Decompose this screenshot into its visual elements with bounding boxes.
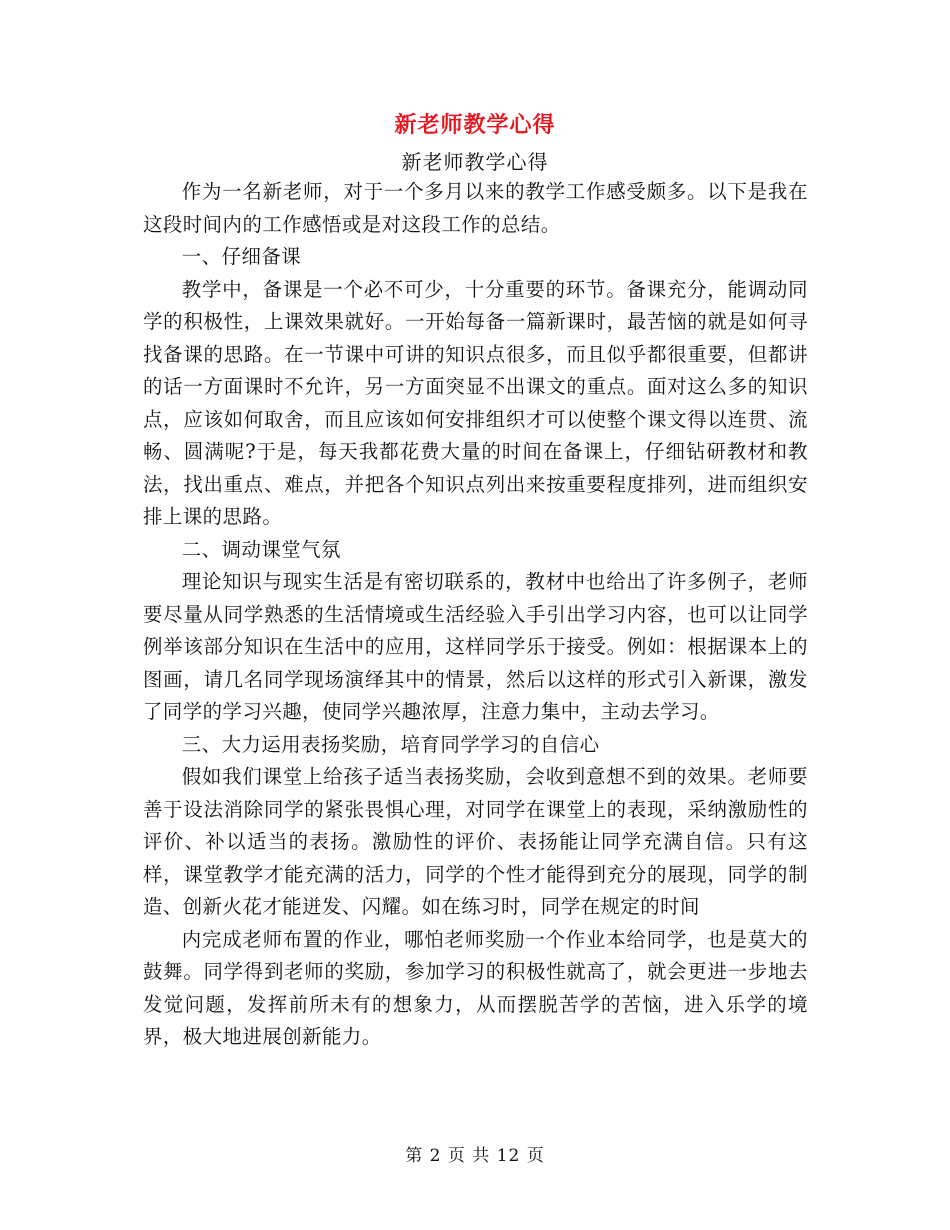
section-heading-1: 一、仔细备课 [181,245,302,268]
paragraph-section-3-continued: 内完成老师布置的作业，哪怕老师奖励一个作业本给同学，也是莫大的鼓舞。同学得到老师的奖励，参加学习的积极性就高了，就会更进一步地去发觉问题，发挥前所未有的想象力，从而摆脱苦学的苦恼，进入乐学的境界，极大地进展创新能力。 [143,927,808,1048]
page-number-footer: 第 2 页 共 12 页 [405,1146,545,1166]
section-heading-3: 三、大力运用表扬奖励，培育同学学习的自信心 [181,732,600,756]
section-heading-2: 二、调动课堂气氛 [181,537,341,561]
document-body [143,176,808,1054]
paragraph-section-1: 教学中，备课是一个必不可少，十分重要的环节。备课充分，能调动同学的积极性，上课效果就好。一开始每备一篇新课时，最苦恼的就是如何寻找备课的思路。在一节课中可讲的知识点很多，而且似乎都很重要，但都讲的话一方面课时不允许，另一方面突显不出课文的重点。面对这么多的知识点，应该如何取舍，而且应该如何安排组织才可以使整个课文得以连贯、流畅、圆满呢?于是，每天我都花费大量的时间在备课上，仔细钻研教材和教法，找出重点、难点，并把各个知识点列出来按重要程度排列，进而组织安排上课的思路。 [143,277,808,528]
paragraph-section-2: 理论知识与现实生活是有密切联系的，教材中也给出了许多例子，老师要尽量从同学熟悉的生活情境或生活经验入手引出学习内容，也可以让同学例举该部分知识在生活中的应用，这样同学乐于接受。例如：根据课本上的图画，请几名同学现场演绎其中的情景，然后以这样的形式引入新课，激发了同学的学习兴趣，使同学兴趣浓厚，注意力集中，主动去学习。 [143,570,808,723]
paragraph-intro: 作为一名新老师，对于一个多月以来的教学工作感受颇多。以下是我在这段时间内的工作感悟或是对这段工作的总结。 [143,180,808,236]
paragraph-section-3: 假如我们课堂上给孩子适当表扬奖励，会收到意想不到的效果。老师要善于设法消除同学的紧张畏惧心理，对同学在课堂上的表现，采纳激励性的评价、补以适当的表扬。激励性的评价、表扬能让同学充满自信。只有这样，课堂教学才能充满的活力，同学的个性才能得到充分的展现，同学的制造、创新火花才能迸发、闪耀。如在练习时，同学在规定的时间 [143,765,808,918]
document-subtitle: 新老师教学心得 [401,150,549,174]
document-title: 新老师教学心得 [394,112,556,138]
